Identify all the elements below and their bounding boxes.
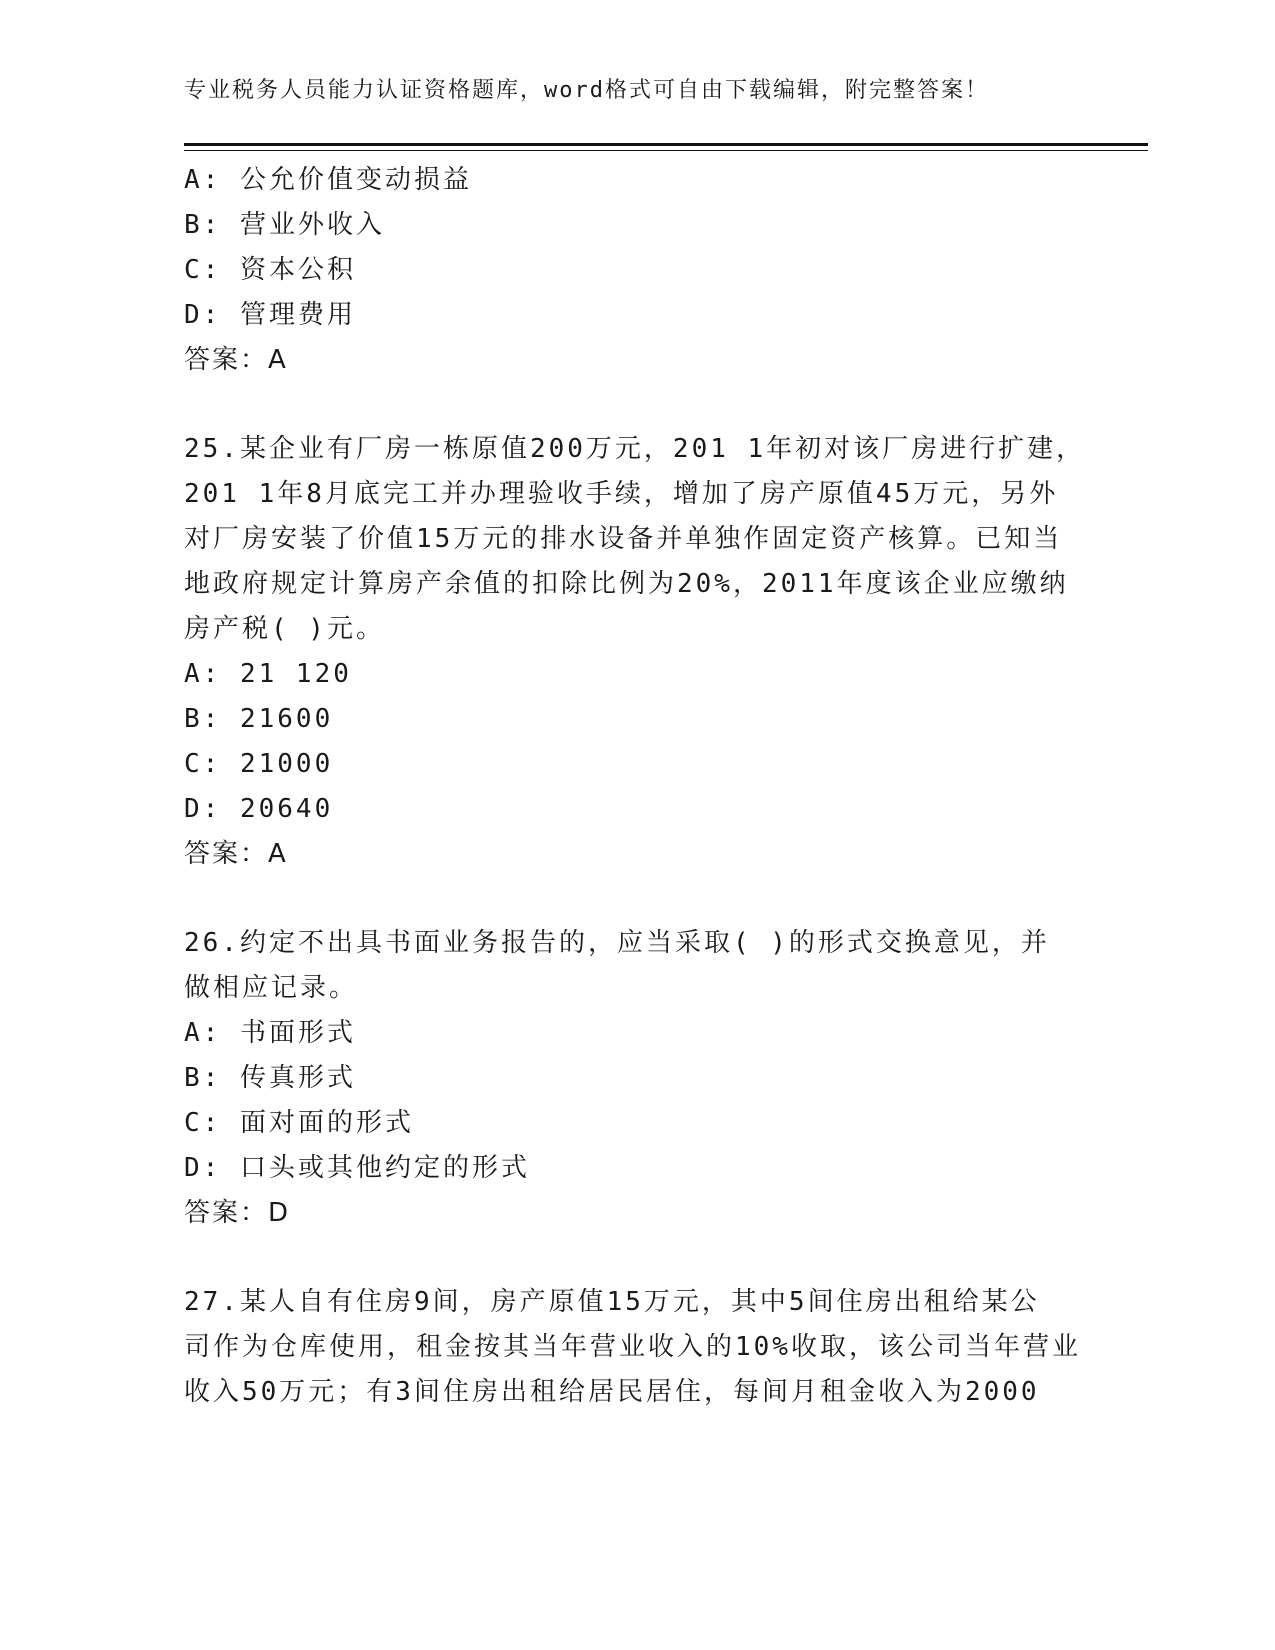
option-d: D: 20640 (184, 794, 334, 824)
question-stem-line: 27.某人自有住房9间，房产原值15万元，其中5间住房出租给某公 (184, 1287, 1040, 1317)
option-d: D: 管理费用 (184, 300, 356, 330)
question-stem-line: 对厂房安装了价值15万元的排水设备并单独作固定资产核算。已知当 (184, 524, 1063, 554)
question-content (184, 158, 1084, 1415)
question-24 (184, 158, 1084, 383)
question-stem-line: 房产税( )元。 (184, 614, 385, 644)
option-a: A: 21 120 (184, 659, 352, 689)
option-a: A: 书面形式 (184, 1018, 356, 1048)
header-rule (184, 143, 1148, 146)
header-rule-thin (184, 150, 1148, 151)
answer-line: 答案：D (184, 1198, 291, 1228)
question-stem-line: 司作为仓库使用，租金按其当年营业收入的10%收取，该公司当年营业 (184, 1332, 1081, 1362)
question-27 (184, 1280, 1084, 1415)
question-stem-line: 201 1年8月底完工并办理验收手续，增加了房产原值45万元，另外 (184, 479, 1059, 509)
option-b: B: 21600 (184, 704, 334, 734)
question-stem-line: 26.约定不出具书面业务报告的，应当采取( )的形式交换意见，并 (184, 928, 1050, 958)
option-b: B: 营业外收入 (184, 210, 385, 240)
answer-line: 答案：A (184, 839, 288, 869)
question-25 (184, 427, 1084, 877)
option-c: C: 资本公积 (184, 255, 356, 285)
answer-line: 答案：A (184, 345, 288, 375)
question-stem-line: 25.某企业有厂房一栋原值200万元，201 1年初对该厂房进行扩建， (184, 434, 1086, 464)
question-stem-line: 地政府规定计算房产余值的扣除比例为20%，2011年度该企业应缴纳 (184, 569, 1069, 599)
option-c: C: 面对面的形式 (184, 1108, 414, 1138)
question-stem-line: 做相应记录。 (184, 973, 359, 1003)
option-a: A: 公允价值变动损益 (184, 165, 472, 195)
option-d: D: 口头或其他约定的形式 (184, 1153, 530, 1183)
option-b: B: 传真形式 (184, 1063, 356, 1093)
option-c: C: 21000 (184, 749, 334, 779)
question-stem-line: 收入50万元；有3间住房出租给居民居住，每间月租金收入为2000 (184, 1377, 1040, 1407)
page-header: 专业税务人员能力认证资格题库，word格式可自由下载编辑，附完整答案！ (184, 78, 989, 103)
question-26 (184, 921, 1084, 1236)
